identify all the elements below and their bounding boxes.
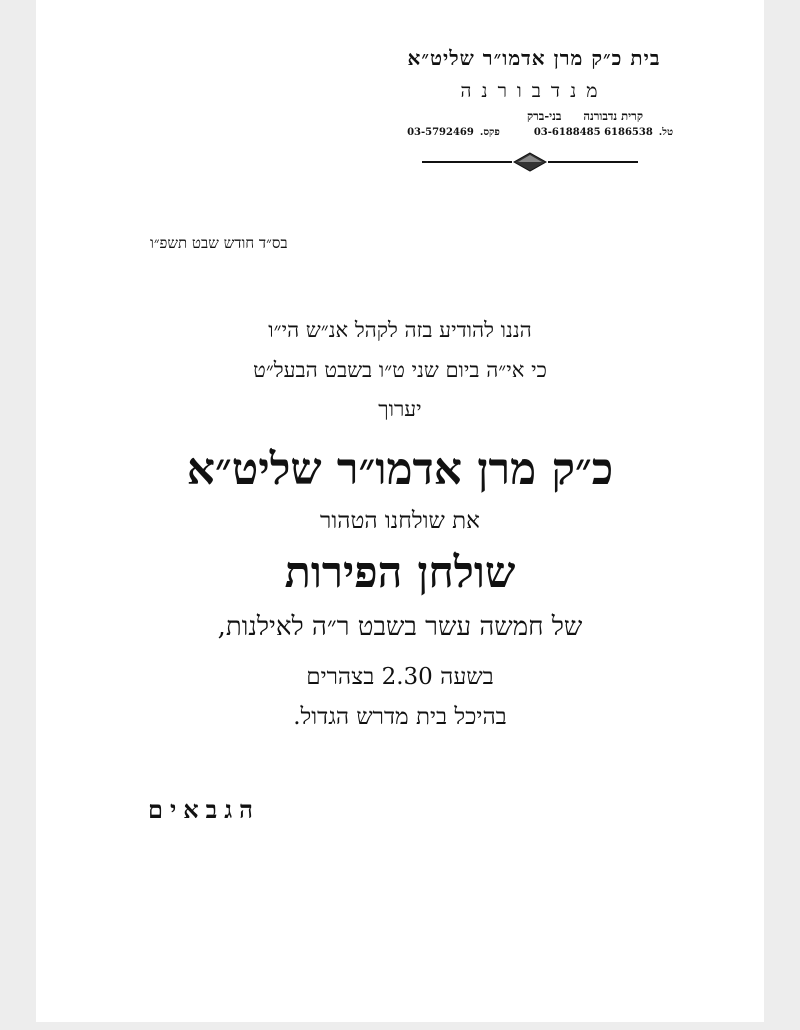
letterhead-address <box>395 109 643 123</box>
fax-label: פקס. <box>479 127 500 138</box>
event-title: שולחן הפירות <box>284 548 516 598</box>
fax-number: 03-5792469 <box>407 127 474 138</box>
announcement-line-7: של חמשה עשר בשבט ר״ה לאילנות, <box>217 612 583 642</box>
announcement-line-3: יערוך <box>378 397 422 421</box>
letterhead-divider <box>422 152 638 172</box>
letterhead-subtitle: מנדבורנה <box>460 80 608 102</box>
signature: הגבאים <box>148 795 260 824</box>
announcement-line-5: את שולחנו הטהור <box>320 508 480 534</box>
date-line: בס״ד חודש שבט תשפ״ו <box>150 234 288 252</box>
announcement-line-1: הננו להודיע בזה לקהל אנ״ש הי״ו <box>268 318 532 342</box>
letterhead-name: בית כ״ק מרן אדמו״ר שליט״א <box>407 46 661 70</box>
address-city: בני-ברק <box>526 109 562 123</box>
letterhead-phones <box>395 126 673 139</box>
announcement-line-2: כי אי״ה ביום שני ט״ו בשבט הבעל״ט <box>253 358 547 382</box>
place-line: בהיכל בית מדרש הגדול. <box>293 704 507 730</box>
phone-label: טל. <box>658 127 673 138</box>
rebbe-title: כ״ק מרן אדמו״ר שליט״א <box>186 444 614 495</box>
phone-numbers: 03-6188485 6186538 <box>533 127 653 138</box>
address-area: קרית נדבורנה <box>583 109 643 123</box>
time-line: בשעה 2.30 בצהרים <box>306 664 494 690</box>
